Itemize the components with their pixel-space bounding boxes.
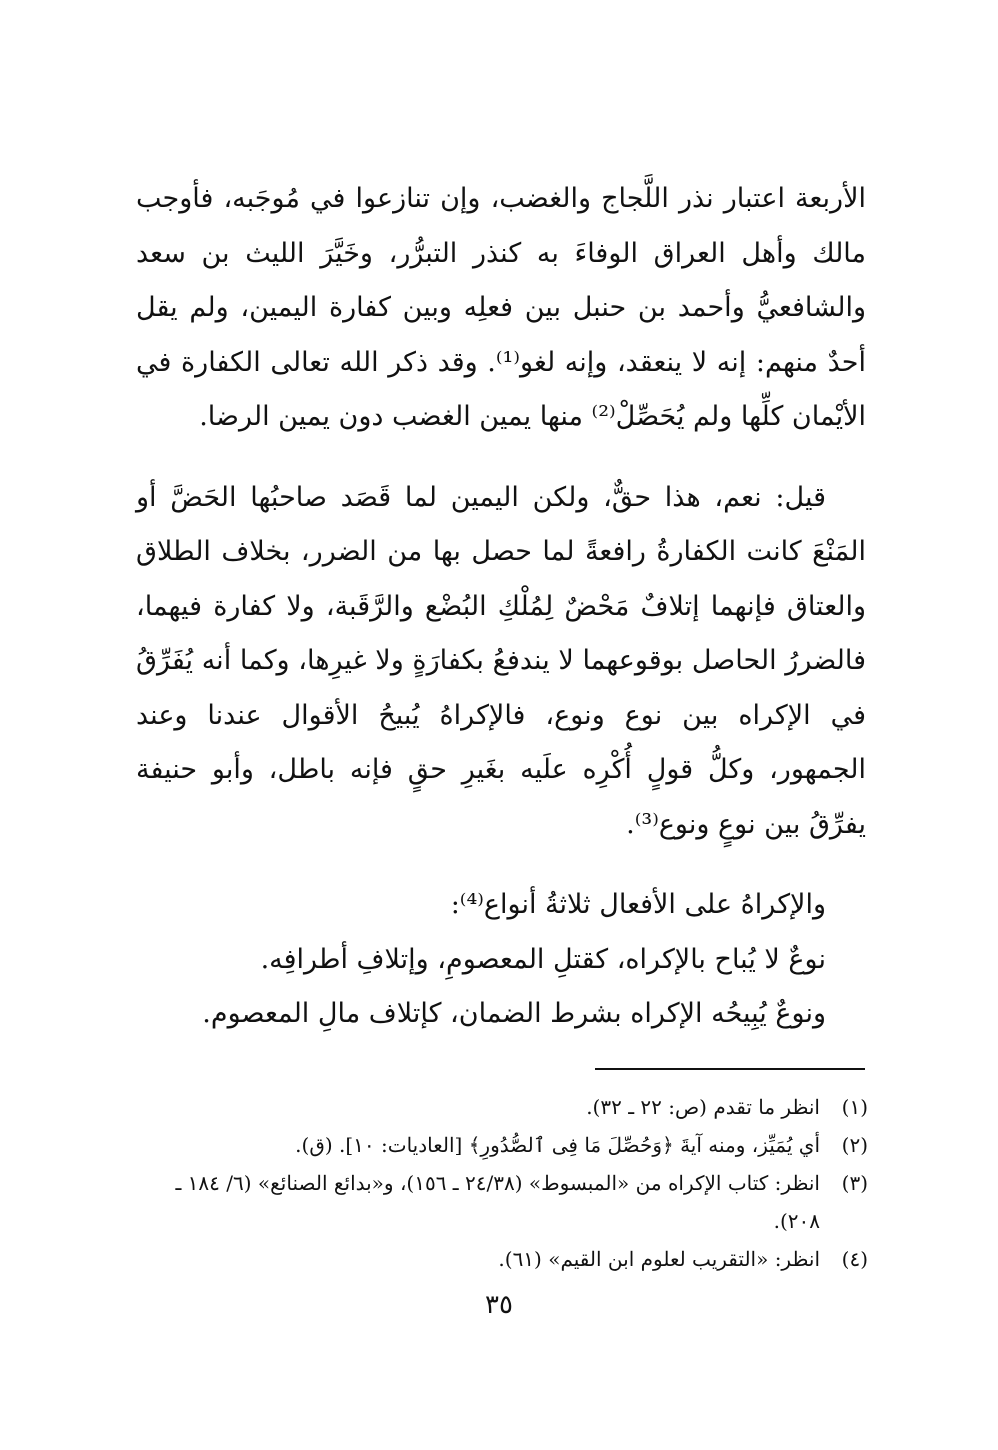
paragraph-2: قيل: نعم، هذا حقٌّ، ولكن اليمين لما قَصَد صاحبُها الحَضَّ أو المَنْعَ كانت الكفارةُ رافعةً لما حصل بها من الضرر، بخلاف الطلاق والعتاق فإنهما إتلافٌ مَحْضٌ لِمُلْكِ البُضْع والرَّقَبة، ولا كفارة فيهما، فالضررُ الحاصل بوقوعهما لا يندفعُ بكفارَةٍ ولا غيرِها، وكما أنه يُفَرِّقُ في الإكراه بين نوع ونوع، فالإكراهُ يُبيحُ الأقوال عندنا وعند الجمهور، وكلُّ قولٍ أُكْرِه علَيه بغَيرِ حقٍ فإنه باطل، وأبو حنيفة يفرِّقُ بين نوعٍ ونوع⁽³⁾. bbox=[136, 481, 866, 840]
footnote-text: انظر: كتاب الإكراه من «المبسوط» (٢٤/٣٨ ـ ١٥٦)، و«بدائع الصنائع» (٦/ ١٨٤ ـ ٢٠٨). bbox=[175, 1171, 820, 1233]
list-item-2: ونوعٌ يُبِيحُه الإكراه بشرط الضمان، كإتلاف مالِ المعصوم. bbox=[202, 998, 826, 1029]
list-intro: والإكراهُ على الأفعال ثلاثةُ أنواع⁽⁴⁾: bbox=[450, 889, 826, 920]
footnote-text: انظر ما تقدم (ص: ٢٢ ـ ٣٢). bbox=[586, 1095, 820, 1119]
footnote-text: أي يُمَيِّز، ومنه آيةَ ﴿وَحُصِّلَ مَا فِى ٱلصُّدُورِ﴾ [العاديات: ١٠]. (ق). bbox=[295, 1133, 820, 1157]
footnote bbox=[123, 1240, 868, 1278]
footnote bbox=[123, 1126, 868, 1164]
main-text bbox=[136, 172, 866, 1042]
footnote bbox=[123, 1164, 868, 1240]
footnotes bbox=[123, 1088, 868, 1278]
page-number: ٣٥ bbox=[485, 1290, 513, 1320]
footnote-number: (٢) bbox=[841, 1133, 868, 1157]
footnote bbox=[123, 1088, 868, 1126]
paragraph-1: الأربعة اعتبار نذر اللَّجاج والغضب، وإن تنازعوا في مُوجَبه، فأوجب مالك وأهل العراق الوفاءَ به كنذر التبرُّر، وخَيَّرَ الليث بن سعد والشافعيُّ وأحمد بن حنبل بين فعلِه وبين كفارة اليمين، ولم يقل أحدٌ منهم: إنه لا ينعقد، وإنه لغو⁽¹⁾. وقد ذكر الله تعالى الكفارة في الأيْمان كلِّها ولم يُحَصِّلْ⁽²⁾ منها يمين الغضب دون يمين الرضا. bbox=[136, 183, 866, 432]
footnote-number: (٣) bbox=[841, 1171, 868, 1195]
footnote-number: (٤) bbox=[841, 1247, 868, 1271]
list-item-1: نوعٌ لا يُباح بالإكراه، كقتلِ المعصومِ، وإتلافِ أطرافِه. bbox=[260, 943, 826, 975]
footnote-text: انظر: «التقريب لعلوم ابن القيم» (٦١). bbox=[498, 1247, 820, 1271]
footnote-number: (١) bbox=[841, 1095, 868, 1119]
footnote-separator bbox=[595, 1068, 865, 1070]
